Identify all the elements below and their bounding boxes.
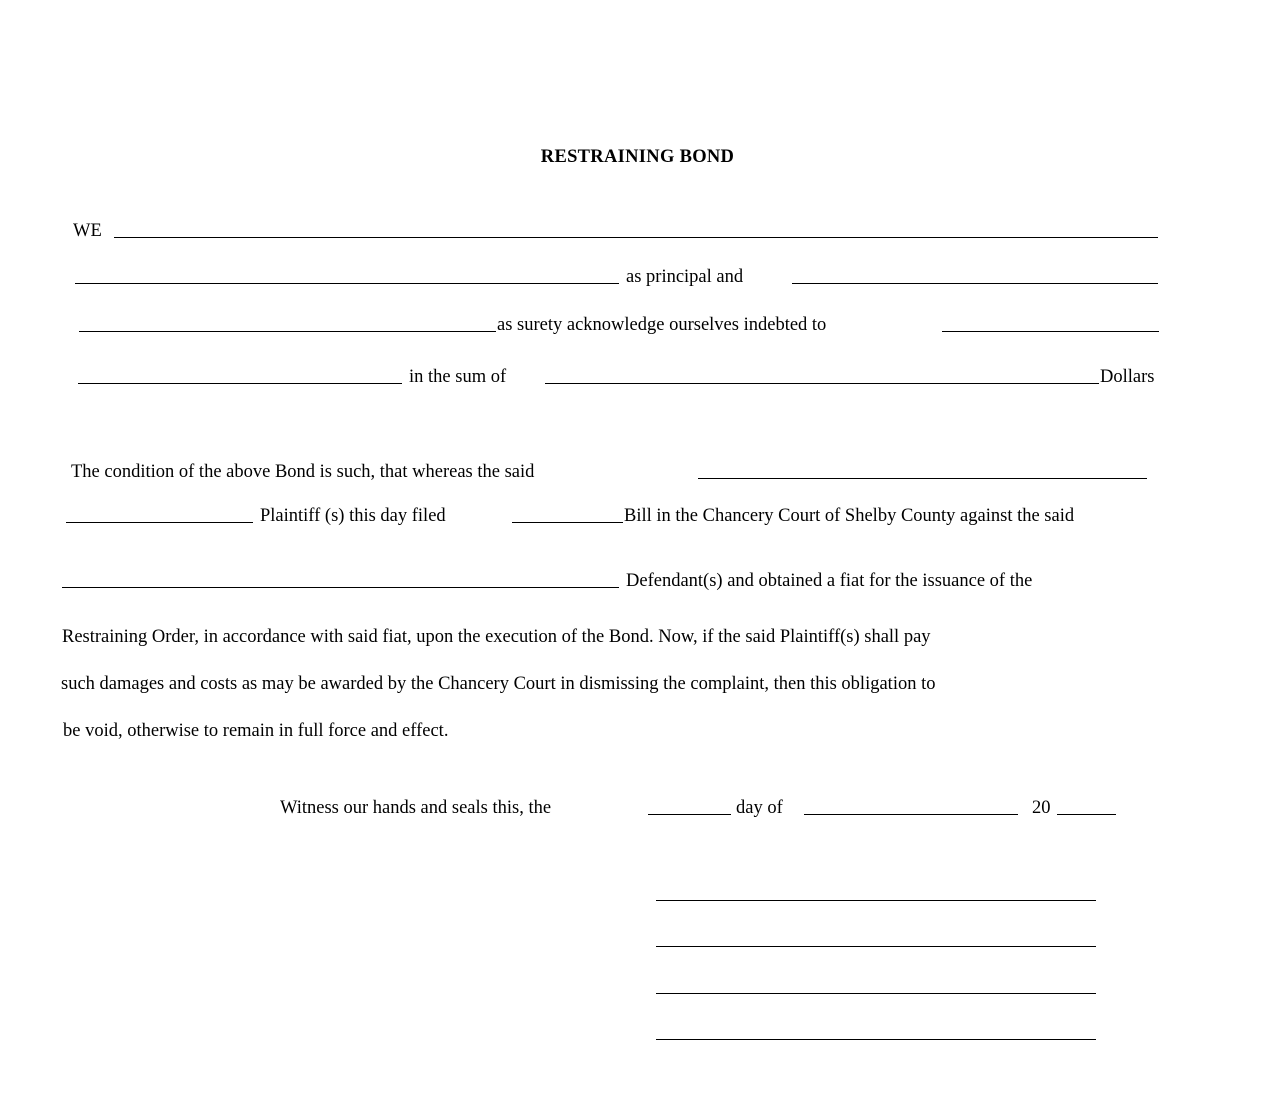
surety-name-blank-1[interactable] [792, 283, 1158, 284]
plaintiff-filed-label: Plaintiff (s) this day filed [260, 506, 446, 526]
defendant-fiat-label: Defendant(s) and obtained a fiat for the issuance of the [626, 571, 1033, 591]
as-principal-label: as principal and [626, 267, 744, 287]
condition-text-6: be void, otherwise to remain in full force and effect. [63, 721, 449, 741]
surety-name-blank-2[interactable] [79, 331, 496, 332]
witness-label: Witness our hands and seals this, the [280, 798, 552, 818]
obligee-blank-1[interactable] [942, 331, 1159, 332]
we-label: WE [73, 221, 102, 241]
sum-amount-blank[interactable] [545, 383, 1099, 384]
bill-type-blank[interactable] [512, 522, 623, 523]
sum-of-label: in the sum of [409, 367, 507, 387]
document-title: RESTRAINING BOND [540, 147, 735, 167]
condition-text-1: The condition of the above Bond is such, that whereas the said [71, 462, 535, 482]
witness-day-blank[interactable] [648, 814, 731, 815]
obligee-blank-2[interactable] [78, 383, 402, 384]
dollars-label: Dollars [1100, 367, 1155, 387]
principal-names-blank[interactable] [114, 237, 1158, 238]
signature-line-1[interactable] [656, 900, 1096, 901]
plaintiff-name-blank-2[interactable] [66, 522, 253, 523]
condition-text-4: Restraining Order, in accordance with said fiat, upon the execution of the Bond. Now, if the said Plaintiff(s) shall pay [62, 627, 931, 647]
witness-month-blank[interactable] [804, 814, 1018, 815]
signature-line-4[interactable] [656, 1039, 1096, 1040]
signature-line-2[interactable] [656, 946, 1096, 947]
plaintiff-name-blank-1[interactable] [698, 478, 1147, 479]
signature-line-3[interactable] [656, 993, 1096, 994]
defendant-name-blank[interactable] [62, 587, 619, 588]
bill-chancery-label: Bill in the Chancery Court of Shelby County against the said [624, 506, 1075, 526]
day-of-label: day of [736, 798, 783, 818]
witness-year-blank[interactable] [1057, 814, 1116, 815]
as-surety-label: as surety acknowledge ourselves indebted to [497, 315, 827, 335]
year-prefix-label: 20 [1032, 798, 1051, 818]
principal-name-blank[interactable] [75, 283, 619, 284]
condition-text-5: such damages and costs as may be awarded by the Chancery Court in dismissing the complaint, then this obligation to [61, 674, 936, 694]
